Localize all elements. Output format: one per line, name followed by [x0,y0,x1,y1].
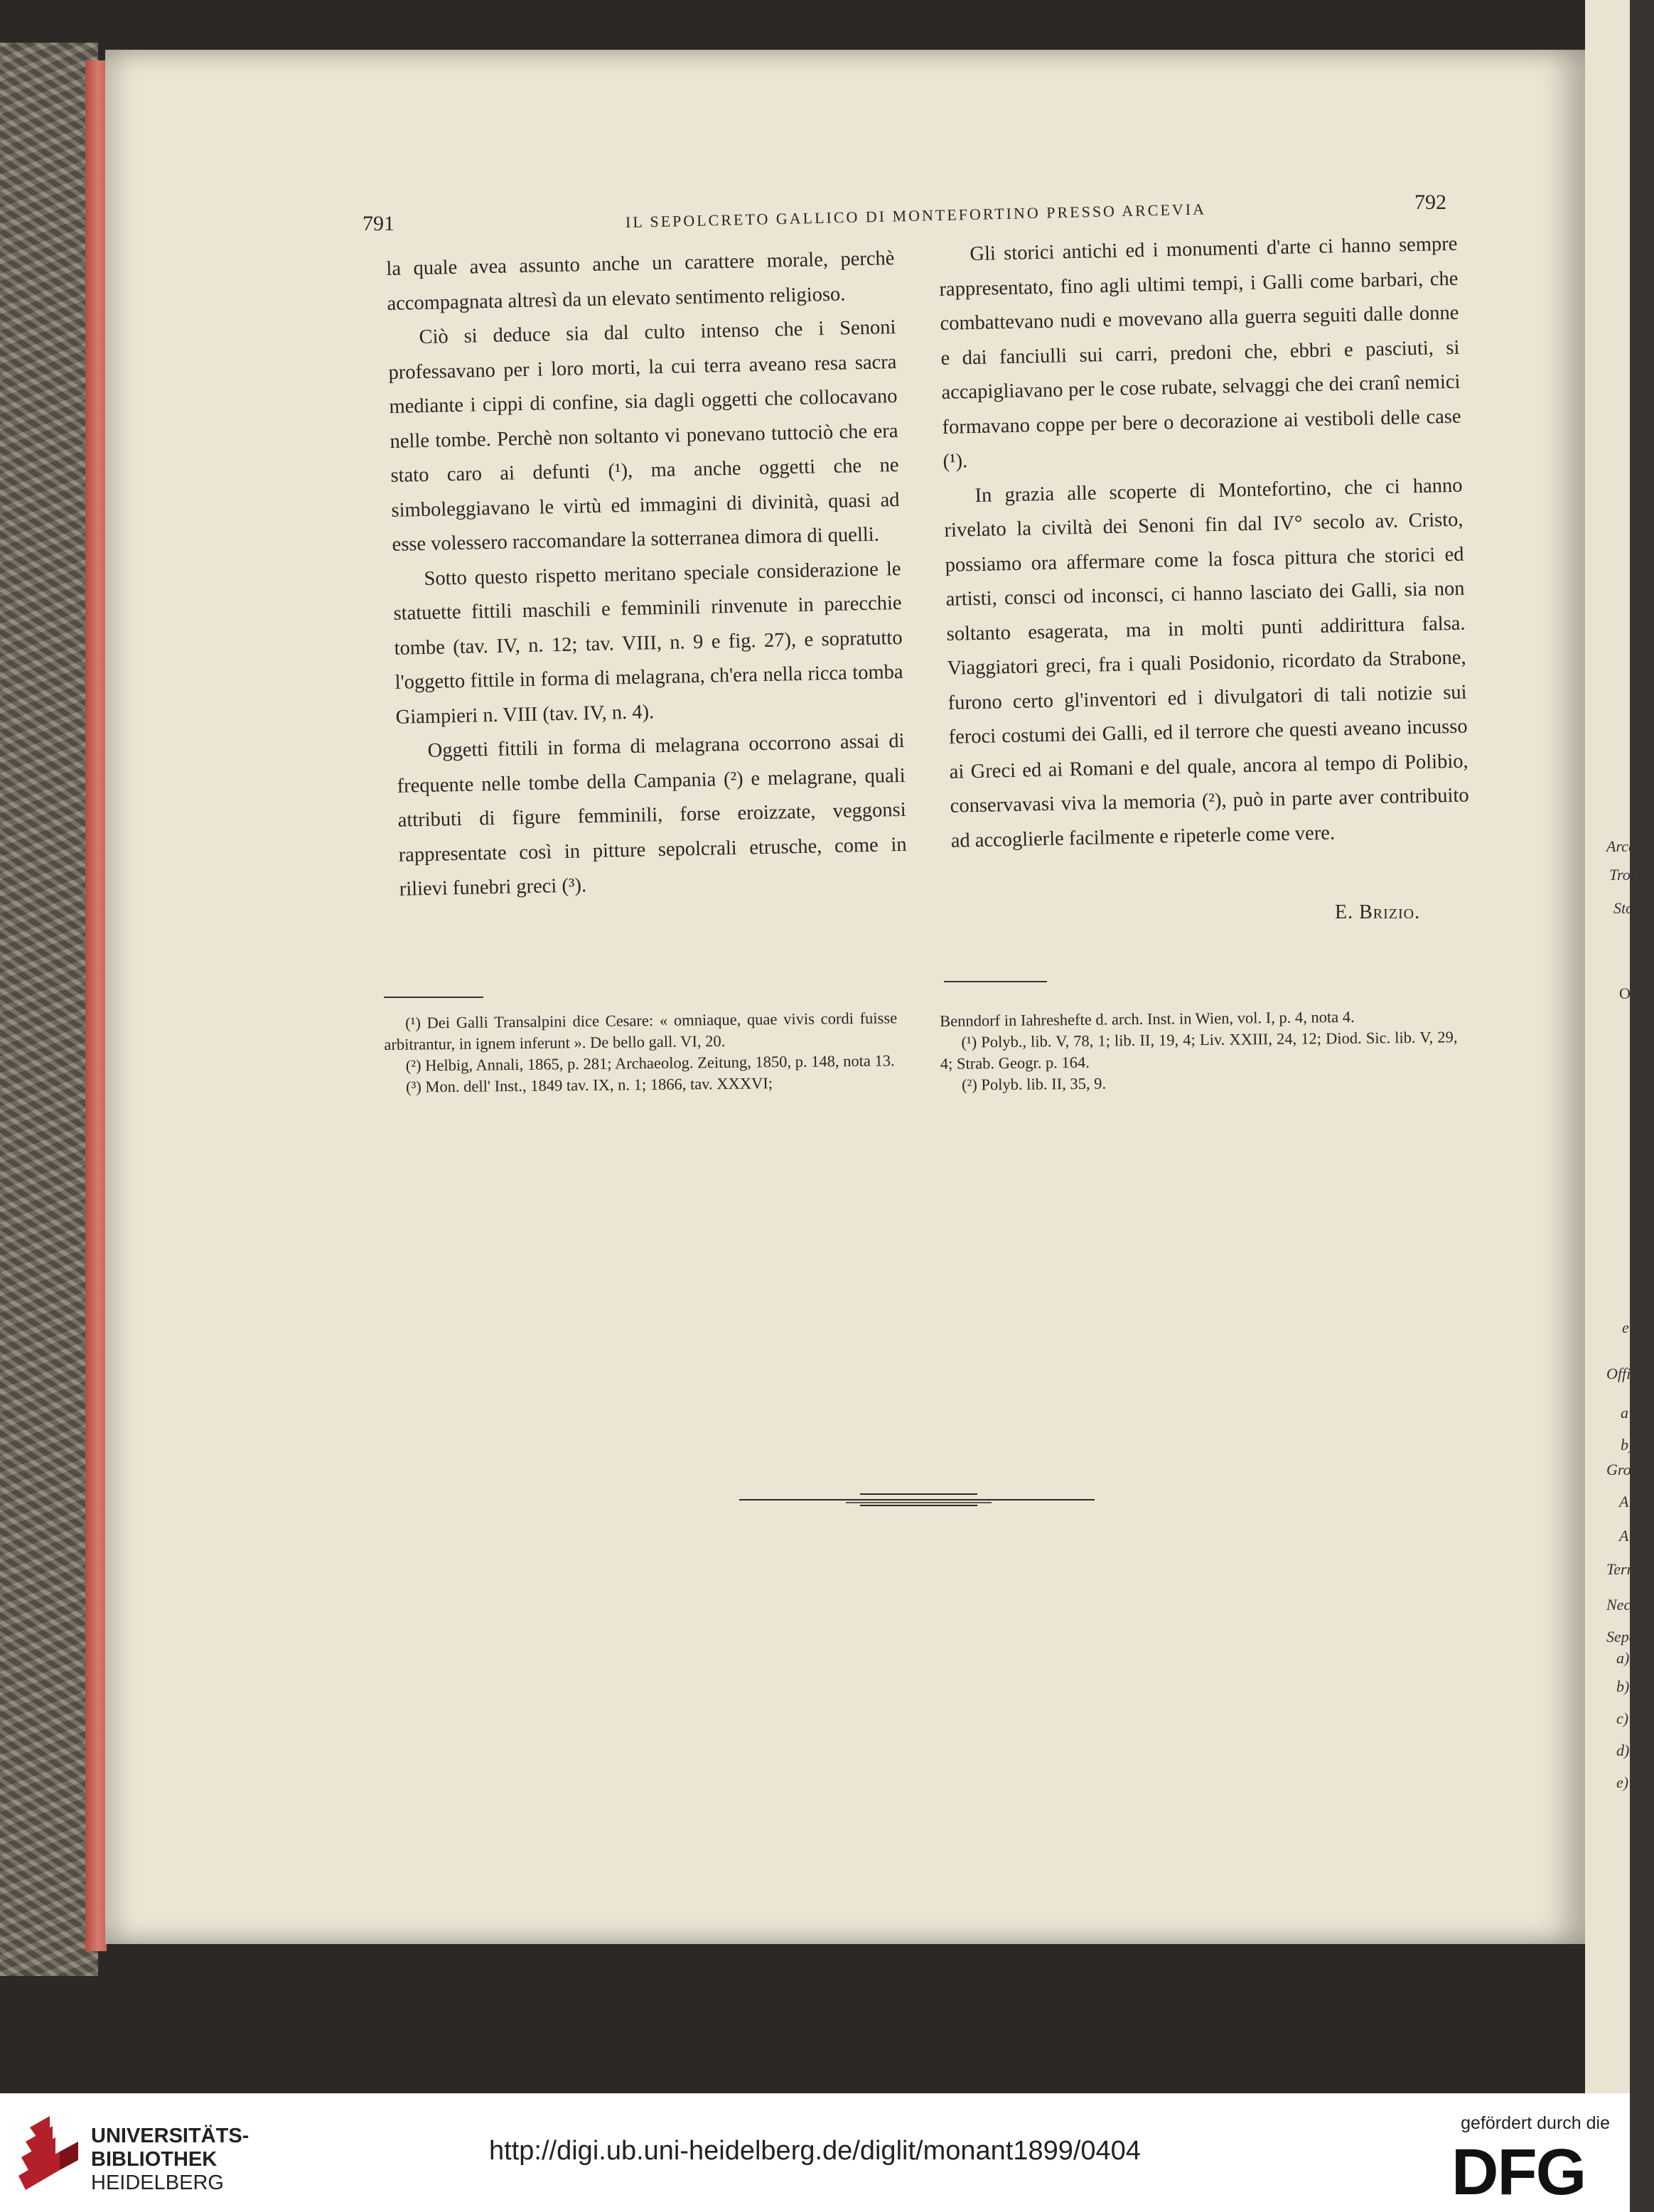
adjacent-page-fragment: Terran [1606,1560,1649,1578]
footnote: (³) Mon. dell' Inst., 1849 tav. IX, n. 1; 1866, tav. XXXVI; [405,1074,773,1096]
adjacent-page-fragment: Offici [1606,1365,1643,1382]
funded-by-label: gefördert durch die [1461,2113,1610,2133]
paragraph: In grazia alle scoperte di Montefortino, che ci hanno rivelato la civiltà dei Senoni fin dal IV° secolo av. Cristo, possiamo ora affermare come la fosca pittura che storici ed artisti, consci od inconsci, ci hanno lasciato dei Galli, sia non soltanto esagerata, ma in molti punti addirittura falsa. Viaggiatori greci, fra i quali Posidonio, ricordato da Strabone, furono certo gl'inventori ed i divulgatori di tali notizie sui feroci costumi dei Galli, ed il terrore che questi aveano incusso ai Greci ed ai Romani e del quale, ancora al tempo di Polibio, conservavasi viva la memoria (²), può in parte aver contribuito ad accoglierle facilmente e ripeterle come vere. [944,474,1469,852]
adjacent-page-fragment: Sepolcr [1606,1628,1654,1645]
adjacent-page-fragment: a) [1616,1649,1630,1667]
paragraph: Ciò si deduce sia dal culto intenso che i Senoni professavano per i loro morti, la cui terra aveano resa sacra mediante i cippi di confine, sia dagli oggetti che collocavano nelle tombe. Perchè non soltanto vi ponevano tuttociò che era stato caro ai defunti (¹), ma anche oggetti che ne simboleggiavano le virtù ed immagini di divinità, quasi ad esse volessero raccomandare la sotterranea dimora di quelli. [388,316,900,556]
adjacent-page-fragment: Trova [1609,866,1645,884]
adjacent-page-fragment: c) [1616,1709,1629,1727]
author-signature: E. Brizio. [1335,901,1421,923]
dfg-logo [1451,2136,1613,2208]
page-number-right: 792 [1414,190,1446,214]
adjacent-page-fragment: d) [1616,1741,1630,1759]
adjacent-page-fragment: e) [1616,1773,1629,1791]
adjacent-page-fragment: A [1619,1493,1629,1510]
paragraph: Sotto questo rispetto meritano speciale considerazione le statuette fittili maschili e femminili rinvenute in parecchie tombe (tav. IV, n. 12; tav. VIII, n. 9 e fig. 27), e sopratutto l'oggetto fittile in forma di melagrana, ch'era nella ricca tomba Giampieri n. VIII (tav. IV, n. 4). [393,557,903,729]
paragraph: Oggetti fittili in forma di melagrana occorrono assai di frequente nelle tombe della Campania (²) e melagrane, quali attributi di figure femminili, forse eroizzate, veggonsi rappresentate così in pitture sepolcrali etrusche, come in rilievi funebri greci (³). [397,729,907,901]
permalink-url[interactable]: http://digi.ub.uni-heidelberg.de/diglit/monant1899/0404 [489,2136,1141,2166]
dfg-logo-text: DFG [1451,2136,1586,2208]
adjacent-page-fragment: b) [1621,1436,1634,1454]
footnote-separator-right [944,981,1047,982]
adjacent-page-fragment: O [1619,984,1631,1002]
adjacent-page-fragment: a [1621,1404,1628,1422]
library-name-line: UNIVERSITÄTS- [91,2125,249,2147]
library-name-line: BIBLIOTHEK [91,2148,218,2171]
footnote: Benndorf in Iahreshefte d. arch. Inst. in Wien, vol. I, p. 4, nota 4. [940,1007,1355,1030]
right-column-body [938,227,1470,859]
left-footnotes [384,1007,898,1098]
adjacent-page-fragment: Necrop [1606,1596,1652,1614]
adjacent-page-fragment: Sto [1613,899,1634,917]
marbled-endpaper [0,43,98,1976]
library-name-line: HEIDELBERG [91,2171,224,2194]
left-column-body [386,242,908,907]
adjacent-page-fragment: Arcev [1606,837,1643,855]
adjacent-page-fragment: Grotte [1606,1461,1647,1478]
footnote: (²) Helbig, Annali, 1865, p. 281; Archaeolog. Zeitung, 1850, p. 148, nota 13. [405,1051,895,1075]
footnote: (¹) Dei Galli Transalpini dice Cesare: « omniaque, quae vivis cordi fuisse arbitrantur, in ignem inferunt ». De bello gall. VI, 20. [384,1009,898,1053]
page-number-left: 791 [363,212,394,235]
footnote: (²) Polyb. lib. II, 35, 9. [961,1074,1107,1094]
footnote: (¹) Polyb., lib. V, 78, 1; lib. II, 19, 4; Liv. XXIII, 24, 12; Diod. Sic. lib. V, 29, 4; Strab. Geogr. p. 164. [940,1028,1458,1073]
adjacent-page-fragment: b) [1616,1677,1630,1695]
running-title: IL SEPOLCRETO GALLICO DI MONTEFORTINO PRESSO ARCEVIA [625,200,1207,231]
end-ornament-rule [739,1487,1095,1515]
adjacent-page-strip [1585,0,1654,2093]
adjacent-page-fragment: A [1619,1527,1629,1545]
paragraph: la quale avea assunto anche un carattere morale, perchè accompagnata altresì da un elevato sentimento religioso. [386,247,895,315]
red-page-edge [85,60,107,1951]
viewer-footer [0,2093,1630,2212]
adjacent-page-fragment: e [1622,1319,1629,1336]
footnote-separator-left [384,997,483,998]
paragraph: Gli storici antichi ed i monumenti d'arte ci hanno sempre rappresentato, fino agli ultimi tempi, i Galli come barbari, che combattevano nudi e movevano alla guerra seguiti dalle donne e dai fanciulli sui carri, predoni che, ebbri e pasciuti, si accapigliavano per le cose rubate, selvaggi che dei cranî nemici formavano coppe per bere o decorazione ai vestiboli delle case (¹). [939,232,1461,473]
right-footnotes [940,1005,1458,1096]
